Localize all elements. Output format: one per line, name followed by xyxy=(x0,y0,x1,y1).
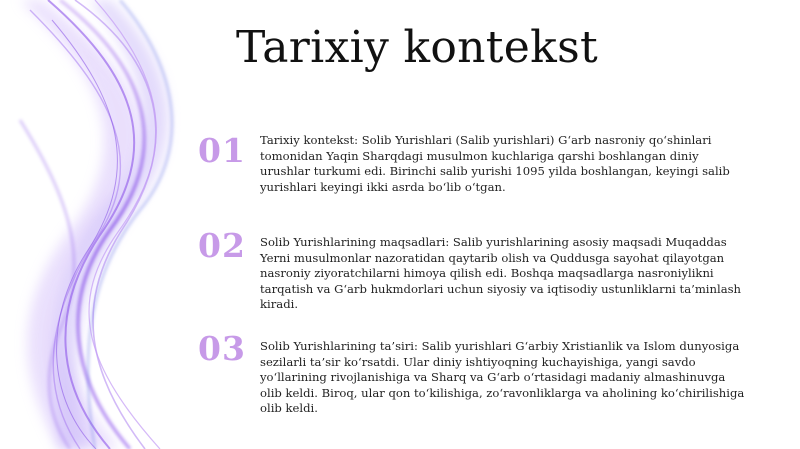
item-number: 03 xyxy=(198,329,246,368)
item-text: Solib Yurishlarining ta’siri: Salib yurishlari G‘arbiy Xristianlik va Islom dunyosiga sezilarli ta’sir ko‘rsatdi. Ular diniy ishtiyoqning kuchayishiga, yangi savdo yo‘llarining rivojlanishiga va Sharq va G‘arb o‘rtasidagi madaniy almashinuvga olib keldi. Biroq, ular qon to‘kilishiga, zo‘ravonliklarga va aholining ko‘chirilishiga olib keldi. xyxy=(260,339,745,415)
item-text: Solib Yurishlarining maqsadlari: Salib yurishlarining asosiy maqsadi Muqaddas Yerni musulmonlar nazoratidan qaytarib olish va Quddusga sayohat qilayotgan nasroniy ziyoratchilarni himoya qilish edi. Boshqa maqsadlarga nasroniylikni tarqatish va G‘arb hukmdorlari uchun siyosiy va iqtisodiy ustunliklarni ta’minlash kiradi. xyxy=(260,235,742,311)
decorative-smoke-ribbon-icon xyxy=(0,0,200,449)
item-text: Tarixiy kontekst: Solib Yurishlari (Salib yurishlari) G‘arb nasroniy qo‘shinlari tomonidan Yaqin Sharqdagi musulmon kuchlariga qarshi boshlangan diniy urushlar turkumi edi. Birinchi salib yurishi 1095 yilda boshlangan, keyingi salib yurishlari keyingi ikki asrda bo‘lib o‘tgan. xyxy=(260,133,730,194)
item-number: 01 xyxy=(198,131,246,170)
slide-title: Tarixiy kontekst xyxy=(236,22,598,73)
item-number: 02 xyxy=(198,226,246,265)
